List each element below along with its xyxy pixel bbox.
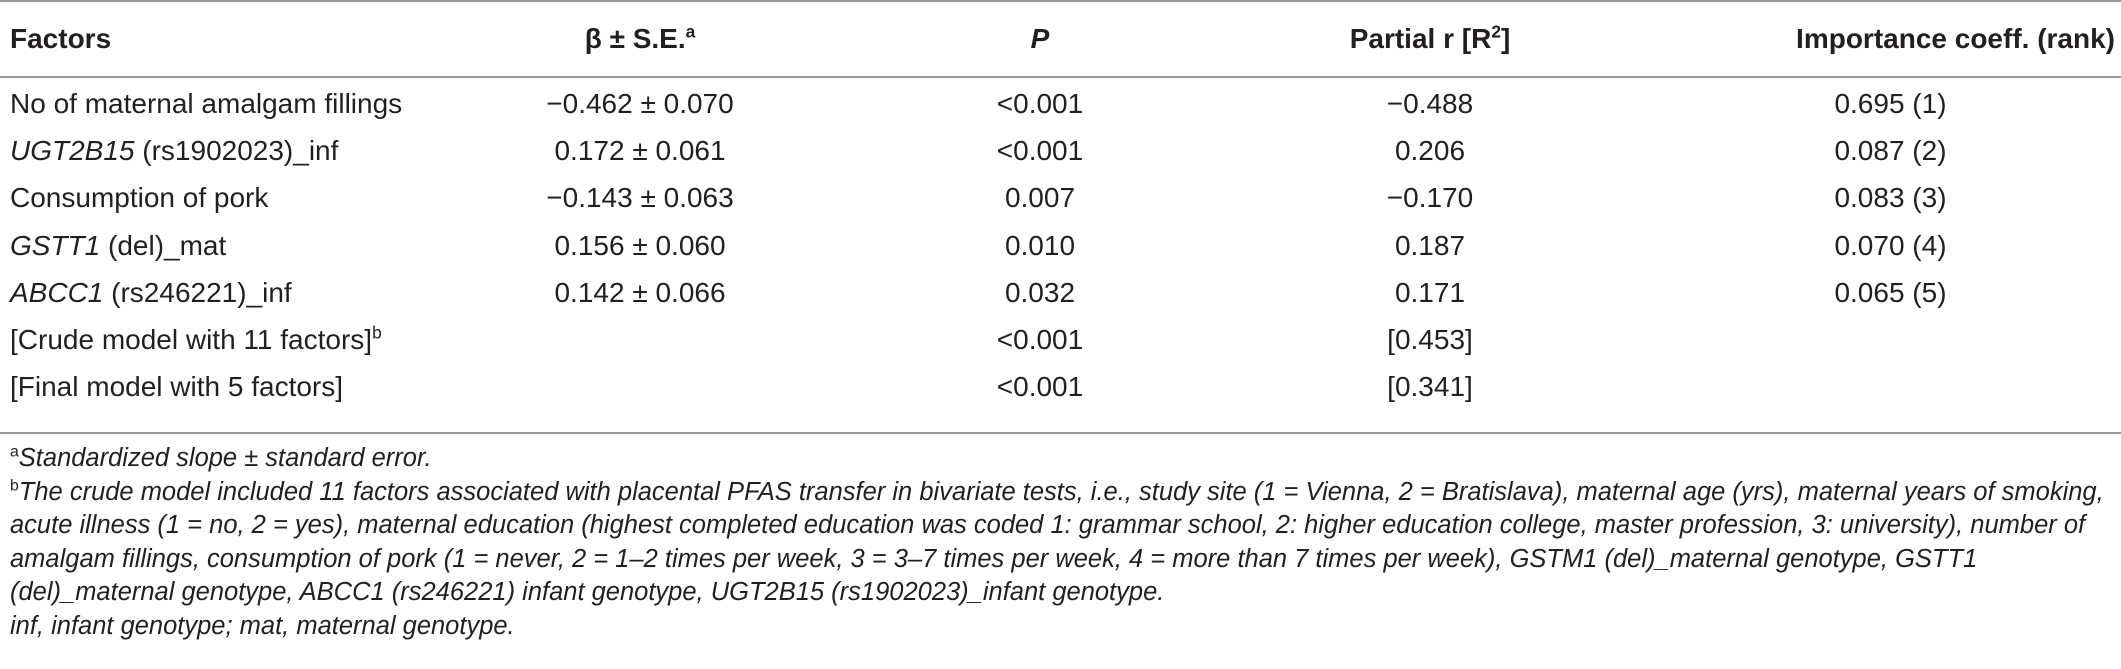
table-footnotes [10,442,2115,643]
factor-gene: UGT2B15 [10,134,135,166]
cell-partial-r: 0.171 [1394,276,1466,308]
cell-factor [0,222,400,269]
header-row [0,2,2121,76]
factor-label: (del)_mat [100,229,227,261]
cell-beta [400,364,880,411]
table-row [0,269,2121,316]
factor-label: (rs1902023)_inf [134,134,339,166]
factor-label: [Crude model with 11 factors] [10,324,373,356]
cell-factor [0,269,400,316]
factor-label: (rs246221)_inf [103,276,292,308]
header-beta-label: β ± S.E. [584,23,686,54]
footnote-abbreviations: inf, infant genotype; mat, maternal genotype. [10,611,515,640]
cell-p: <0.001 [996,371,1084,403]
cell-factor [0,175,400,222]
cell-p: 0.007 [1004,182,1076,214]
cell-factor [0,127,400,174]
footnote-b-text: The crude model included 11 factors associated with placental PFAS transfer in bivariate tests, i.e., study site (1 = Vienna, 2 = Bratislava), maternal age (yrs), maternal years of smoking, acute illness (1 = no, 2 = yes), maternal education (highest completed education was coded 1: grammar school, 2: higher education college, master profession, 3: university), number of amalgam fillings, consumption of pork (1 = never, 2 = 1–2 times per week, 3 = 3–7 times per week, 4 = more than 7 times per week), GSTM1 (del)_maternal genotype, GSTT1 (del)_maternal genotype, ABCC1 (rs246221) infant genotype, UGT2B15 (rs1902023)_infant genotype. [10,477,2104,606]
cell-factor [0,364,400,411]
factor-label: Consumption of pork [10,182,269,214]
cell-beta: −0.143 ± 0.063 [546,182,734,214]
cell-importance: 0.083 (3) [1834,182,1947,214]
header-partial-r-sup: 2 [1491,21,1501,42]
header-p-label: P [1030,23,1050,54]
header-partial-r-close: ] [1500,23,1511,54]
cell-importance: 0.065 (5) [1834,276,1947,308]
cell-beta: 0.172 ± 0.061 [554,134,726,166]
cell-beta [400,316,880,363]
cell-importance [1660,316,2121,363]
table-row [0,127,2121,174]
cell-p: 0.010 [1004,229,1076,261]
cell-beta: 0.156 ± 0.060 [554,229,726,261]
cell-beta: −0.462 ± 0.070 [546,87,734,119]
factor-label: No of maternal amalgam fillings [10,87,403,119]
cell-importance: 0.087 (2) [1834,134,1947,166]
footnote-a [10,442,2115,476]
header-factors: Factors [10,23,112,54]
cell-partial-r: −0.170 [1386,182,1474,214]
table-row [0,364,2121,411]
cell-beta: 0.142 ± 0.066 [554,276,726,308]
header-partial-r-label: Partial r [R [1349,23,1492,54]
cell-p: 0.032 [1004,276,1076,308]
table-row [0,222,2121,269]
table-row [0,76,2121,127]
cell-importance: 0.070 (4) [1834,229,1947,261]
factor-label: [Final model with 5 factors] [10,371,344,403]
footnote-a-text: Standardized slope ± standard error. [18,444,432,472]
cell-partial-r: 0.206 [1394,134,1466,166]
cell-p: <0.001 [996,87,1084,119]
header-partial-r [1200,2,1660,76]
footnote-b-mark: b [10,477,19,494]
header-beta-footnote: a [685,21,696,42]
header-importance: Importance coeff. (rank) [1796,23,2115,54]
table-row [0,316,2121,363]
cell-importance [1660,364,2121,411]
footnote-a-mark: a [10,443,19,461]
factor-gene: ABCC1 [10,276,104,308]
bottom-rule [0,432,2121,434]
cell-partial-r: [0.341] [1387,371,1473,403]
cell-factor [0,76,403,127]
footnote-b [10,476,2115,610]
header-beta [400,2,880,76]
cell-partial-r: −0.488 [1386,87,1474,119]
cell-importance: 0.695 (1) [1834,87,1947,119]
factor-gene: GSTT1 [10,229,101,261]
cell-p: <0.001 [996,134,1084,166]
factor-footnote: b [372,322,382,343]
table-row [0,175,2121,222]
header-p [880,2,1200,76]
results-table [0,2,2121,411]
cell-p: <0.001 [996,324,1084,356]
cell-factor [0,316,400,363]
cell-partial-r: 0.187 [1394,229,1466,261]
cell-partial-r: [0.453] [1387,324,1473,356]
